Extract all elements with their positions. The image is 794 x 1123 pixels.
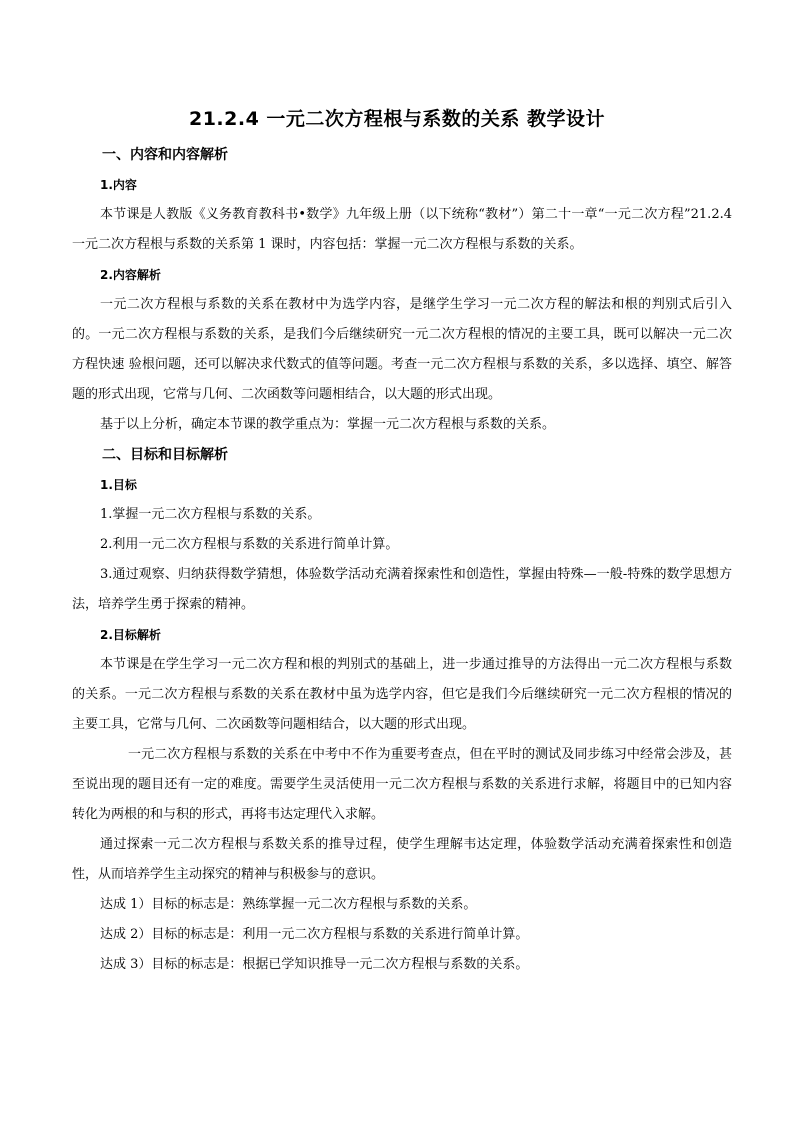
- goal-achievement: 达成 3）目标的标志是：根据已学知识推导一元二次方程根与系数的关系。: [100, 957, 529, 972]
- paragraph-exploration: 通过探索一元二次方程根与系数关系的推导过程，使学生理解韦达定理，体验数学活动充满着探索性和创造性，从而培养学生主动探究的精神与积极参与的意识。: [72, 837, 732, 882]
- goal-achievement: 达成 1）目标的标志是：熟练掌握一元二次方程根与系数的关系。: [100, 897, 477, 912]
- paragraph-exam-note: 一元二次方程根与系数的关系在中考中不作为重要考查点，但在平时的测试及同步练习中经常会涉及，甚至说出现的题目还有一定的难度。需要学生灵活使用一元二次方程根与系数的关系进行求解，将题目中的已知内容转化为两根的和与积的形式，再将韦达定理代入求解。: [72, 747, 732, 822]
- paragraph-teaching-focus: 基于以上分析，确定本节课的教学重点为：掌握一元二次方程根与系数的关系。: [100, 417, 556, 432]
- subheading-content-analysis: 2.内容解析: [100, 268, 161, 282]
- subheading-goals: 1.目标: [100, 478, 137, 492]
- document-title: 21.2.4 一元二次方程根与系数的关系 教学设计: [188, 108, 606, 130]
- subheading-goals-analysis: 2.目标解析: [100, 628, 161, 642]
- goal-achievement: 达成 2）目标的标志是：利用一元二次方程根与系数的关系进行简单计算。: [100, 927, 529, 942]
- goal-item: 1.掌握一元二次方程根与系数的关系。: [100, 507, 321, 522]
- section-heading-content: 一、内容和内容解析: [102, 147, 228, 163]
- document-body: [72, 140, 732, 980]
- subheading-content: 1.内容: [100, 178, 137, 192]
- paragraph-goals-analysis: 本节课是在学生学习一元二次方程和根的判别式的基础上，进一步通过推导的方法得出一元二次方程根与系数的关系。一元二次方程根与系数的关系在教材中虽为选学内容，但它是我们今后继续研究一元二次方程根的情况的主要工具，它常与几何、二次函数等问题相结合，以大题的形式出现。: [72, 657, 732, 732]
- goal-item: 2.利用一元二次方程根与系数的关系进行简单计算。: [100, 537, 399, 552]
- section-heading-goals: 二、目标和目标解析: [102, 447, 228, 463]
- goal-item: 3.通过观察、归纳获得数学猜想，体验数学活动充满着探索性和创造性，掌握由特殊—一般-特殊的数学思想方法，培养学生勇于探索的精神。: [72, 567, 732, 612]
- paragraph-content: 本节课是人教版《义务教育教科书•数学》九年级上册（以下统称“教材”）第二十一章“一元二次方程”21.2.4 一元二次方程根与系数的关系第 1 课时，内容包括：掌握一元二次方程根与系数的关系。: [72, 207, 732, 252]
- paragraph-content-analysis: 一元二次方程根与系数的关系在教材中为选学内容，是继学生学习一元二次方程的解法和根的判别式后引入的。一元二次方程根与系数的关系，是我们今后继续研究一元二次方程根的情况的主要工具，既可以解决一元二次方程快速 验根问题，还可以解决求代数式的值等问题。考查一元二次方程根与系数的关系，多以选择、填空、解答题的形式出现，它常与几何、二次函数等问题相结合，以大题的形式出现。: [72, 297, 732, 402]
